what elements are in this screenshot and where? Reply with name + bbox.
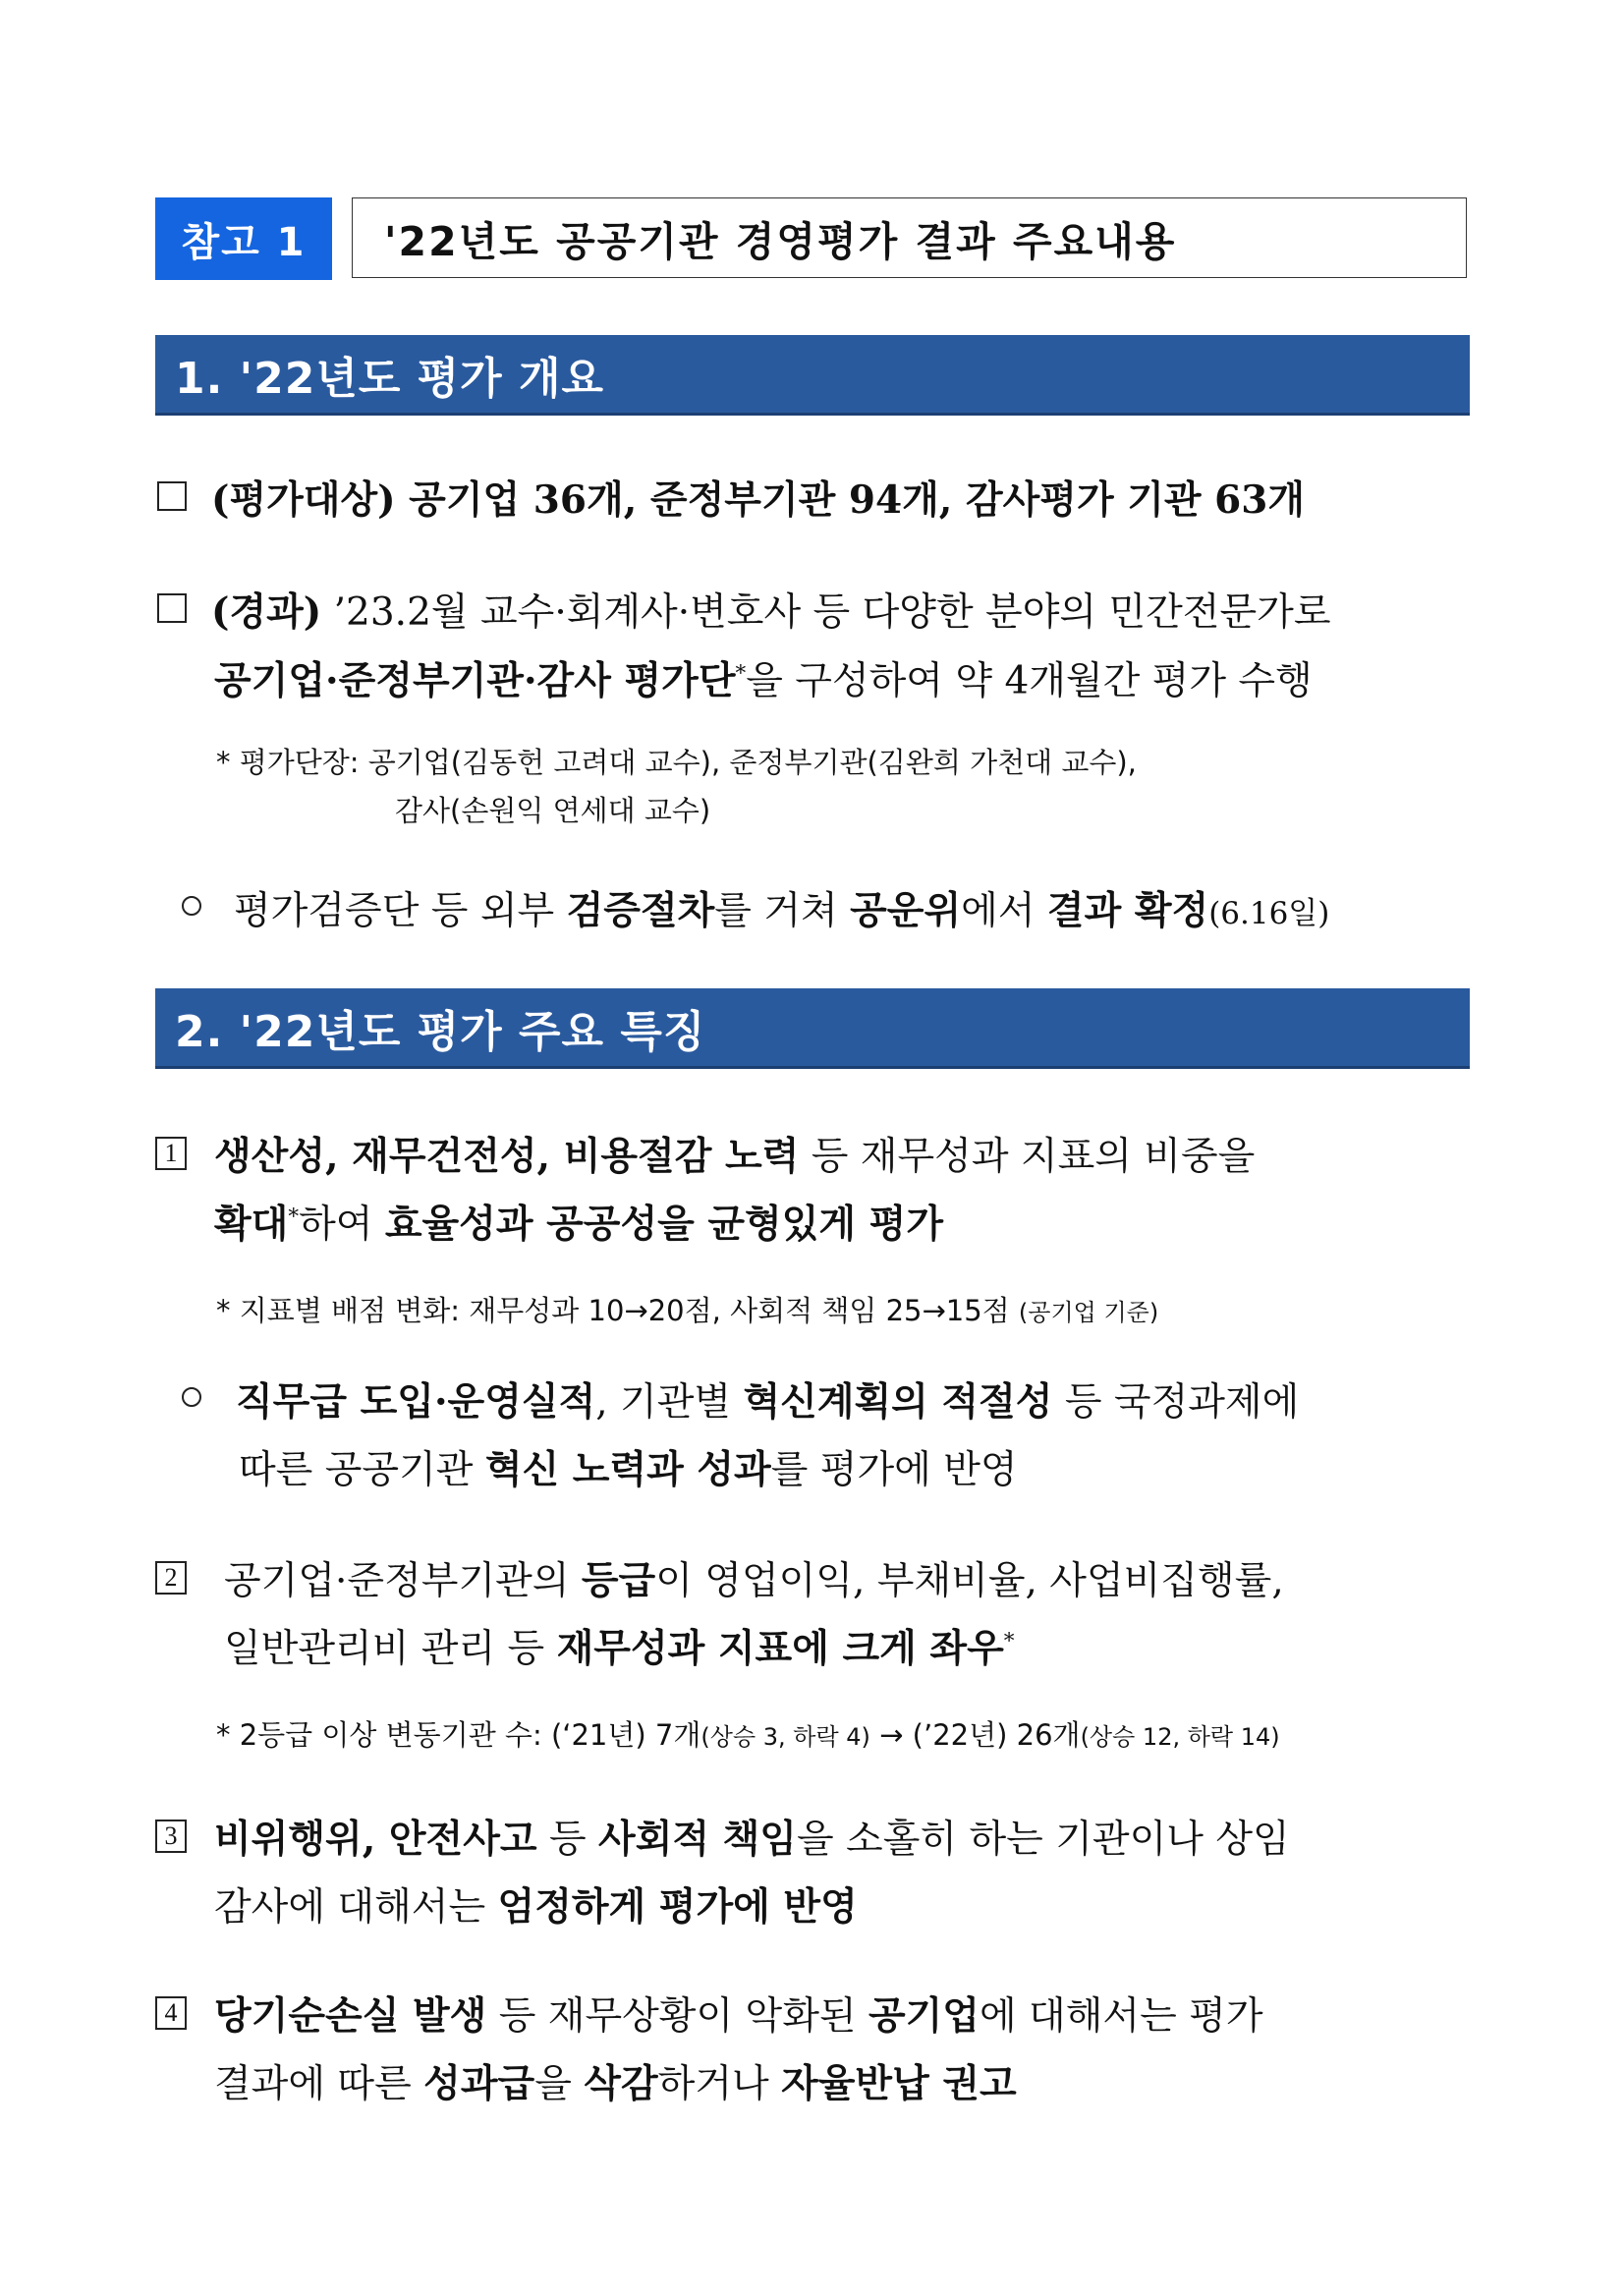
feature-2-note-a: * 2등급 이상 변동기관 수: (‘21년) 7개 — [216, 1718, 701, 1752]
process-line-2 — [214, 650, 1313, 705]
feature-4-b2: 공기업 — [868, 1993, 980, 2039]
feature-4-p4: 을 — [534, 2062, 585, 2106]
feature-4-p3: 결과에 따른 — [214, 2062, 424, 2106]
feature-1-b1: 생산성, 재무건전성, 비용절감 노력 — [214, 1134, 800, 1179]
feature-3-p3: 감사에 대해서는 — [214, 1885, 498, 1930]
feature-1-b3: 효율성과 공공성을 균형있게 평가 — [384, 1202, 943, 1247]
feature-2-p2: 이 영업이익, 부채비율, 사업비집행률, — [655, 1559, 1284, 1603]
section-2-heading — [155, 988, 1470, 1069]
feature-4-p5: 하거나 — [657, 2062, 782, 2106]
eval-target-label: (평가대상) — [211, 477, 396, 523]
process-label: (경과) — [211, 589, 322, 635]
feature-2-p3: 일반관리비 관리 등 — [224, 1627, 557, 1671]
feature-2-note-c: → (’22년) 26개 — [869, 1718, 1081, 1752]
document-title-text: '22년도 공공기관 경영평가 결과 주요내용 — [384, 217, 1177, 265]
process-line-1-text: ’23.2월 교수·회계사·변호사 등 다양한 분야의 민간전문가로 — [321, 590, 1331, 635]
number-box-1-icon: 1 — [155, 1137, 187, 1170]
reference-badge: 참고 1 — [155, 197, 332, 280]
feature-2-line-2 — [224, 1618, 1014, 1673]
feature-1-note-main: * 지표별 배점 변화: 재무성과 10→20점, 사회적 책임 25→15점 — [216, 1294, 1019, 1327]
document-title — [352, 197, 1467, 278]
number-box-4-icon: 4 — [155, 1996, 187, 2030]
feature-1-line-1 — [214, 1126, 1255, 1181]
feature-2-p1: 공기업·준정부기관의 — [224, 1559, 582, 1603]
feature-3-p2: 을 소홀히 하는 기관이나 상임 — [796, 1818, 1290, 1862]
section-1-heading-text: 1. '22년도 평가 개요 — [175, 353, 605, 404]
feature-4-b3: 성과급 — [423, 2061, 535, 2106]
eval-head-note-2: 감사(손원익 연세대 교수) — [395, 794, 711, 827]
feature-1-line-2 — [214, 1194, 943, 1249]
circle-bullet-icon — [182, 896, 201, 916]
feature-2-line-1 — [224, 1550, 1284, 1605]
number-box-3-icon: 3 — [155, 1820, 187, 1853]
verification-b1: 검증절차 — [566, 888, 715, 933]
process-line-2-rest: 을 구성하여 약 4개월간 평가 수행 — [746, 659, 1313, 703]
feature-3-line-1 — [214, 1809, 1290, 1864]
feature-1-sub-p3: 따른 공공기관 — [239, 1448, 485, 1492]
verification-p4: (6.16일) — [1208, 896, 1330, 931]
process-line-2-bold: 공기업·준정부기관·감사 평가단 — [214, 658, 736, 703]
feature-1-note-small: (공기업 기준) — [1018, 1299, 1159, 1326]
circle-bullet-icon — [182, 1387, 201, 1407]
feature-1-p2: 하여 — [299, 1203, 385, 1247]
feature-1-sub-b1: 직무급 도입·운영실적 — [236, 1379, 596, 1425]
feature-1-sub-line-2 — [239, 1439, 1018, 1494]
feature-1-sub-p2: 등 국정과제에 — [1052, 1380, 1300, 1425]
process-line-1 — [211, 582, 1331, 637]
feature-1-sub-b3: 혁신 노력과 성과 — [484, 1447, 771, 1492]
feature-1-sub-p1: , 기관별 — [595, 1380, 744, 1425]
feature-2-b2: 재무성과 지표에 크게 좌우 — [556, 1626, 1004, 1671]
feature-3-p1: 등 — [536, 1818, 599, 1862]
feature-1-sub-line-1 — [236, 1372, 1299, 1427]
eval-head-note-1: * 평가단장: 공기업(김동헌 고려대 교수), 준정부기관(김완희 가천대 교수), — [216, 746, 1137, 779]
feature-3-line-2 — [214, 1876, 858, 1932]
feature-1-sub-b2: 혁신계획의 적절성 — [743, 1379, 1053, 1425]
feature-2-note-b: (상승 3, 하락 4) — [700, 1723, 870, 1751]
feature-3-b3: 엄정하게 평가에 반영 — [497, 1884, 858, 1930]
feature-1-note — [216, 1289, 1158, 1329]
feature-4-p2: 에 대해서는 평가 — [979, 1994, 1263, 2039]
footnote-marker: * — [1003, 1629, 1015, 1653]
section-2-heading-text: 2. '22년도 평가 주요 특징 — [175, 1006, 706, 1057]
verification-b2: 공운위 — [850, 888, 962, 933]
eval-target-line — [211, 470, 1305, 525]
feature-2-note — [216, 1713, 1280, 1754]
footnote-marker: * — [735, 661, 747, 686]
section-1-heading — [155, 335, 1470, 416]
feature-4-line-2 — [214, 2053, 1017, 2108]
verification-p2: 를 거쳐 — [714, 889, 851, 933]
square-bullet-icon — [157, 481, 187, 511]
feature-4-b5: 자율반납 권고 — [781, 2061, 1017, 2106]
feature-1-b2: 확대 — [214, 1202, 289, 1247]
feature-3-b2: 사회적 책임 — [598, 1817, 797, 1862]
feature-2-note-d: (상승 12, 하락 14) — [1080, 1723, 1280, 1751]
feature-1-sub-p4: 를 평가에 반영 — [770, 1448, 1018, 1492]
verification-line — [234, 880, 1329, 935]
feature-2-b1: 등급 — [581, 1558, 656, 1603]
footnote-marker: * — [288, 1204, 300, 1229]
feature-3-b1: 비위행위, 안전사고 — [214, 1817, 537, 1862]
feature-4-b4: 삭감 — [584, 2061, 658, 2106]
square-bullet-icon — [157, 593, 187, 623]
verification-b3: 결과 확정 — [1046, 888, 1209, 933]
feature-4-line-1 — [214, 1986, 1263, 2041]
feature-4-b1: 당기순손실 발생 — [214, 1993, 487, 2039]
eval-target-text: 공기업 36개, 준정부기관 94개, 감사평가 기관 63개 — [395, 477, 1306, 523]
feature-1-p1: 등 재무성과 지표의 비중을 — [799, 1135, 1256, 1179]
verification-p1: 평가검증단 등 외부 — [234, 889, 567, 933]
feature-4-p1: 등 재무상황이 악화된 — [486, 1994, 868, 2039]
number-box-2-icon: 2 — [155, 1561, 187, 1595]
verification-p3: 에서 — [961, 889, 1047, 933]
